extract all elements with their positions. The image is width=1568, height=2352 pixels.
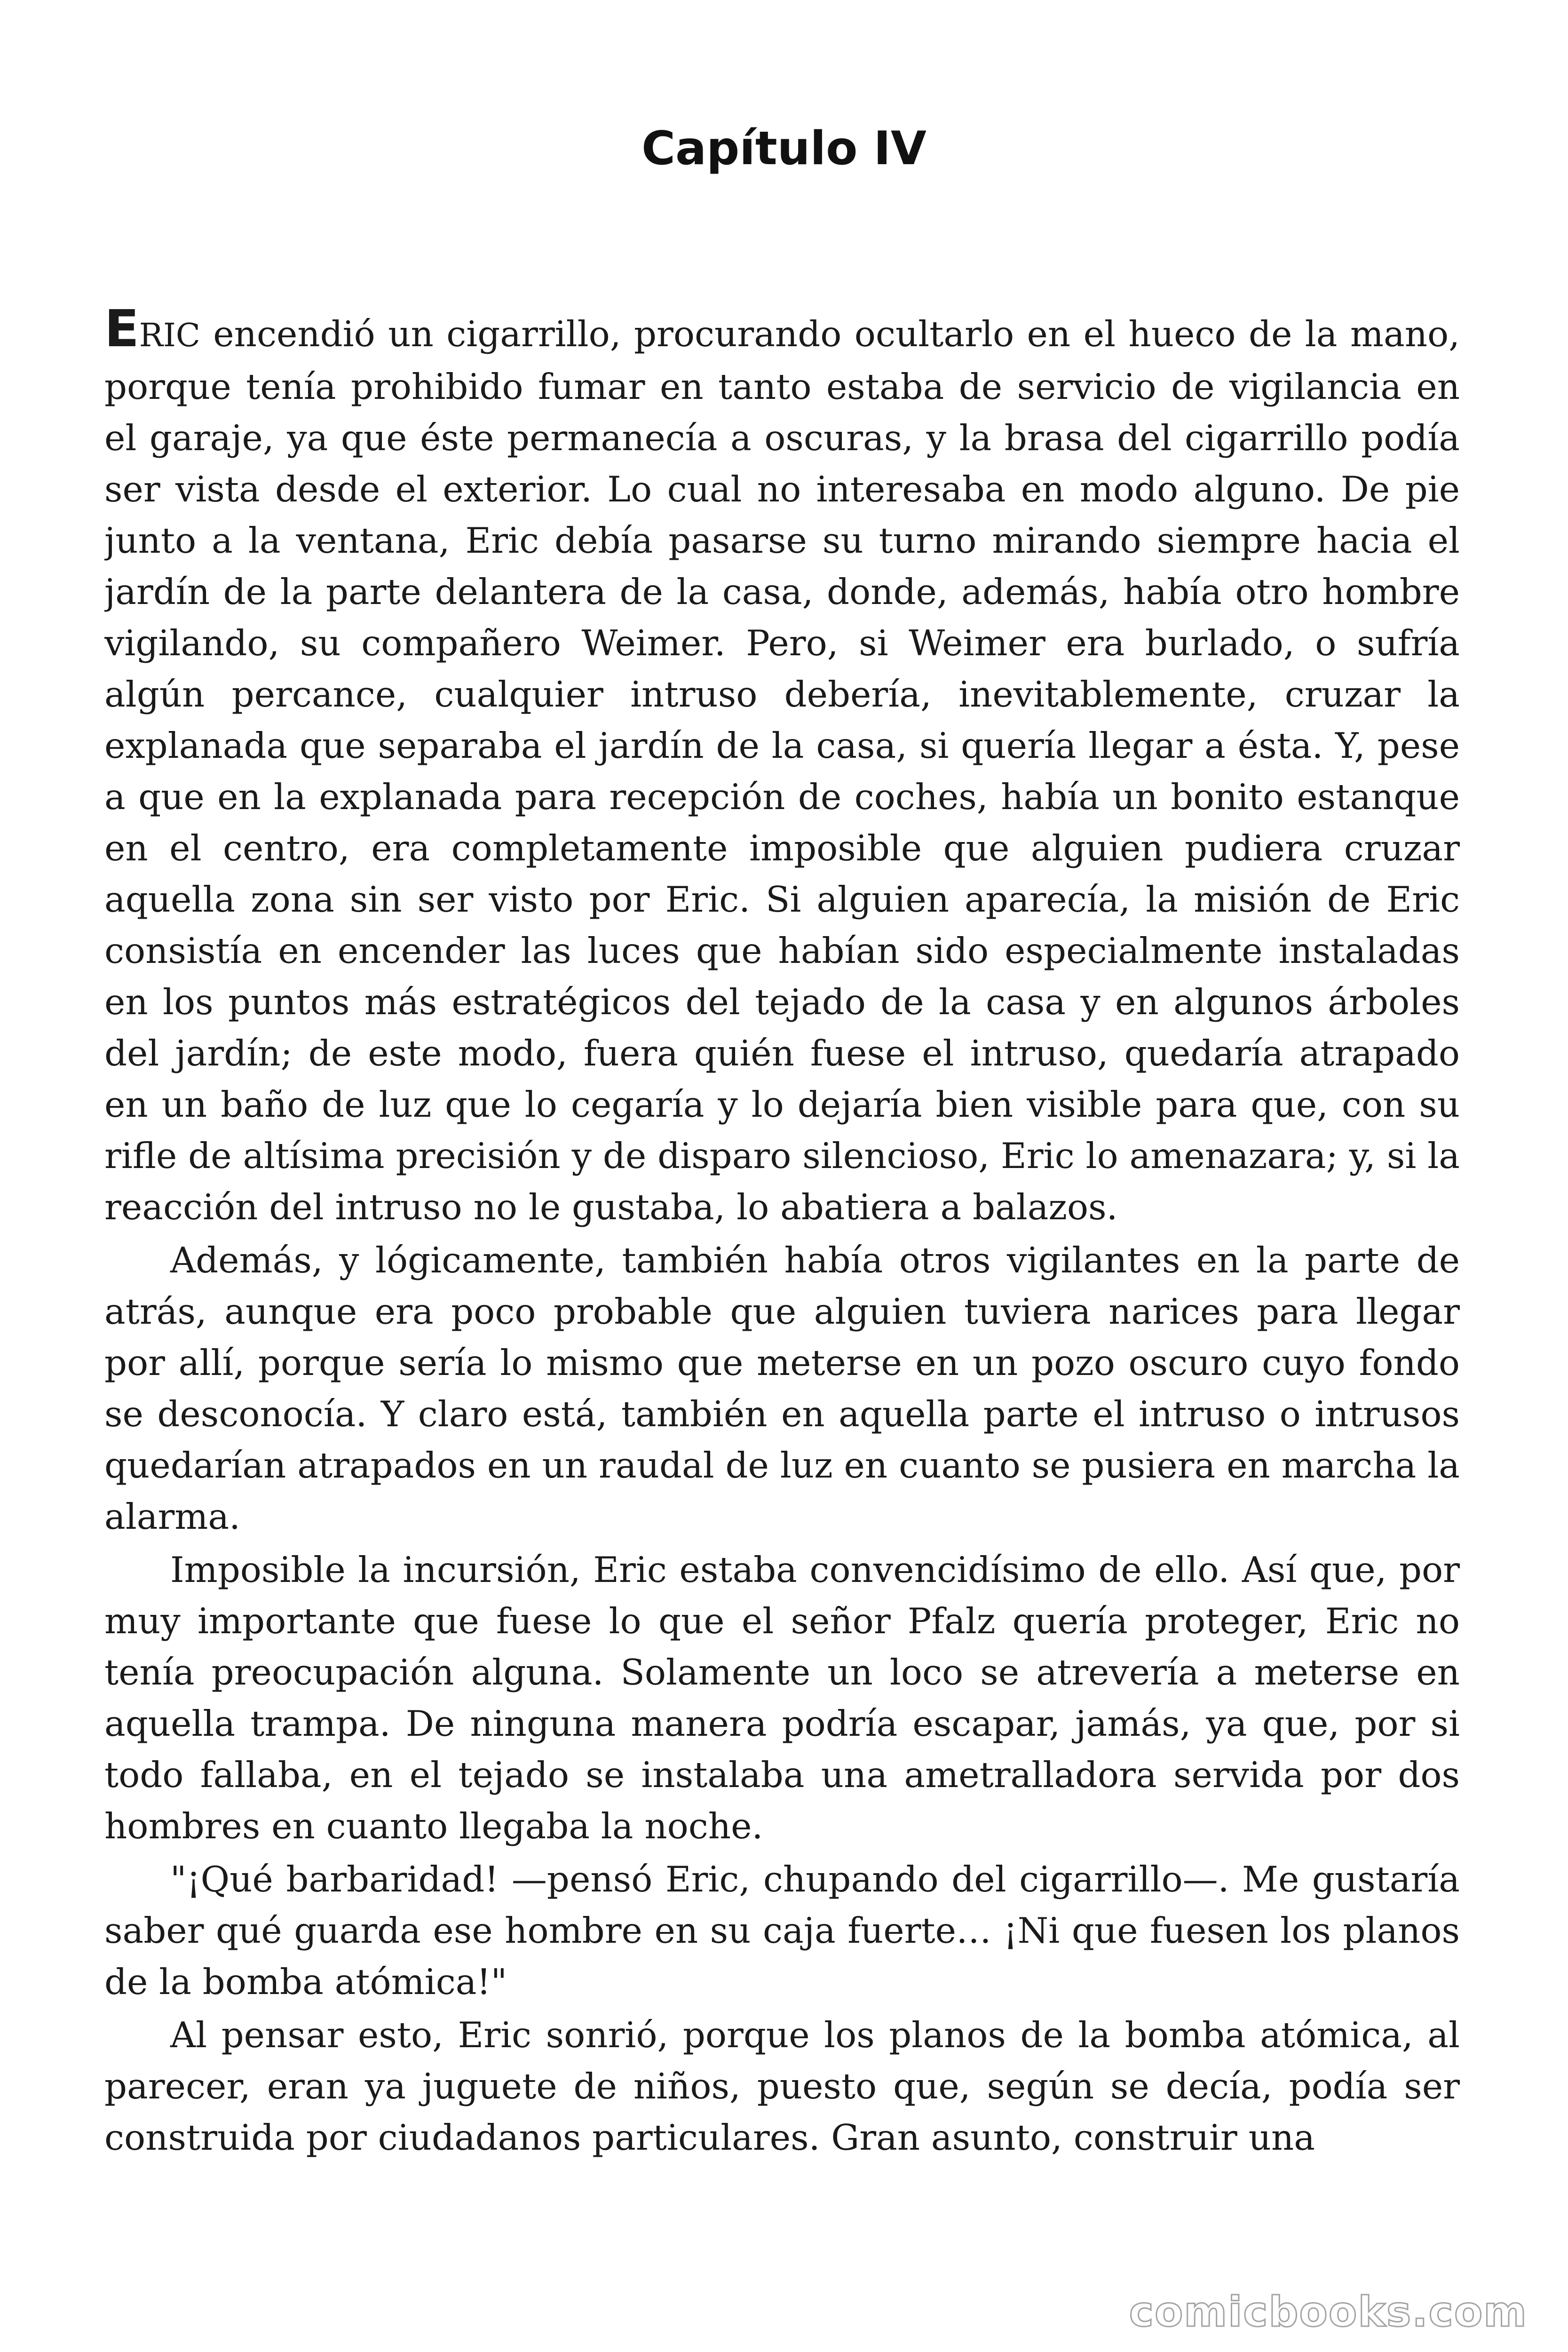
paragraph-text: encendió un cigarrillo, procurando ocultarlo en el hueco de la mano, porque tenía prohibido fumar en tanto estaba de servicio de vigilancia en el garaje, ya que éste permanecía a oscuras, y la brasa del cigarrillo podía ser vista desde el exterior. Lo cual no interesaba en modo alguno. De pie junto a la ventana, Eric debía pasarse su turno mirando siempre hacia el jardín de la parte delantera de la casa, donde, además, había otro hombre vigilando, su compañero Weimer. Pero, si Weimer era burlado, o sufría algún percance, cualquier intruso debería, inevitablemente, cruzar la explanada que separaba el jardín de la casa, si quería llegar a ésta. Y, pese a que en la explanada para recepción de coches, había un bonito estanque en el centro, era completamente imposible que alguien pudiera cruzar aquella zona sin ser visto por Eric. Si alguien aparecía, la misión de Eric consistía en encender las luces que habían sido especialmente instaladas en los puntos más estratégicos del tejado de la casa y en algunos árboles del jardín; de este modo, fuera quién fuese el intruso, quedaría atrapado en un baño de luz que lo cegaría y lo dejaría bien visible para que, con su rifle de altísima precisión y de disparo silencioso, Eric lo amenazara; y, si la reacción del intruso no le gustaba, lo abatiera a balazos. — [104, 313, 1460, 1228]
paragraph-2: Además, y lógicamente, también había otros vigilantes en la parte de atrás, aunque era poco probable que alguien tuviera narices para llegar por allí, porque sería lo mismo que meterse en un pozo oscuro cuyo fondo se desconocía. Y claro está, también en aquella parte el intruso o intrusos quedarían atrapados en un raudal de luz en cuanto se pusiera en marcha la alarma. — [104, 1240, 1460, 1537]
chapter-title: Capítulo IV — [641, 122, 927, 175]
paragraph-4: "¡Qué barbaridad! —pensó Eric, chupando del cigarrillo—. Me gustaría saber qué guarda ese hombre en su caja fuerte… ¡Ni que fuesen los planos de la bomba atómica!" — [104, 1859, 1460, 2002]
watermark-logo: comicbooks.com — [1129, 2288, 1528, 2336]
drop-cap: E — [104, 308, 139, 358]
chapter-body — [104, 308, 1460, 2298]
paragraph-1 — [104, 308, 1460, 1233]
small-caps-lead: RIC — [139, 317, 200, 354]
paragraph-5: Al pensar esto, Eric sonrió, porque los planos de la bomba atómica, al parecer, eran ya juguete de niños, puesto que, según se decía, podía ser construida por ciudadanos particulares. Gran asunto, construir una — [104, 2014, 1460, 2158]
paragraph-3: Imposible la incursión, Eric estaba convencidísimo de ello. Así que, por muy importante que fuese lo que el señor Pfalz quería proteger, Eric no tenía preocupación alguna. Solamente un loco se atrevería a meterse en aquella trampa. De ninguna manera podría escapar, jamás, ya que, por si todo fallaba, en el tejado se instalaba una ametralladora servida por dos hombres en cuanto llegaba la noche. — [104, 1549, 1460, 1847]
